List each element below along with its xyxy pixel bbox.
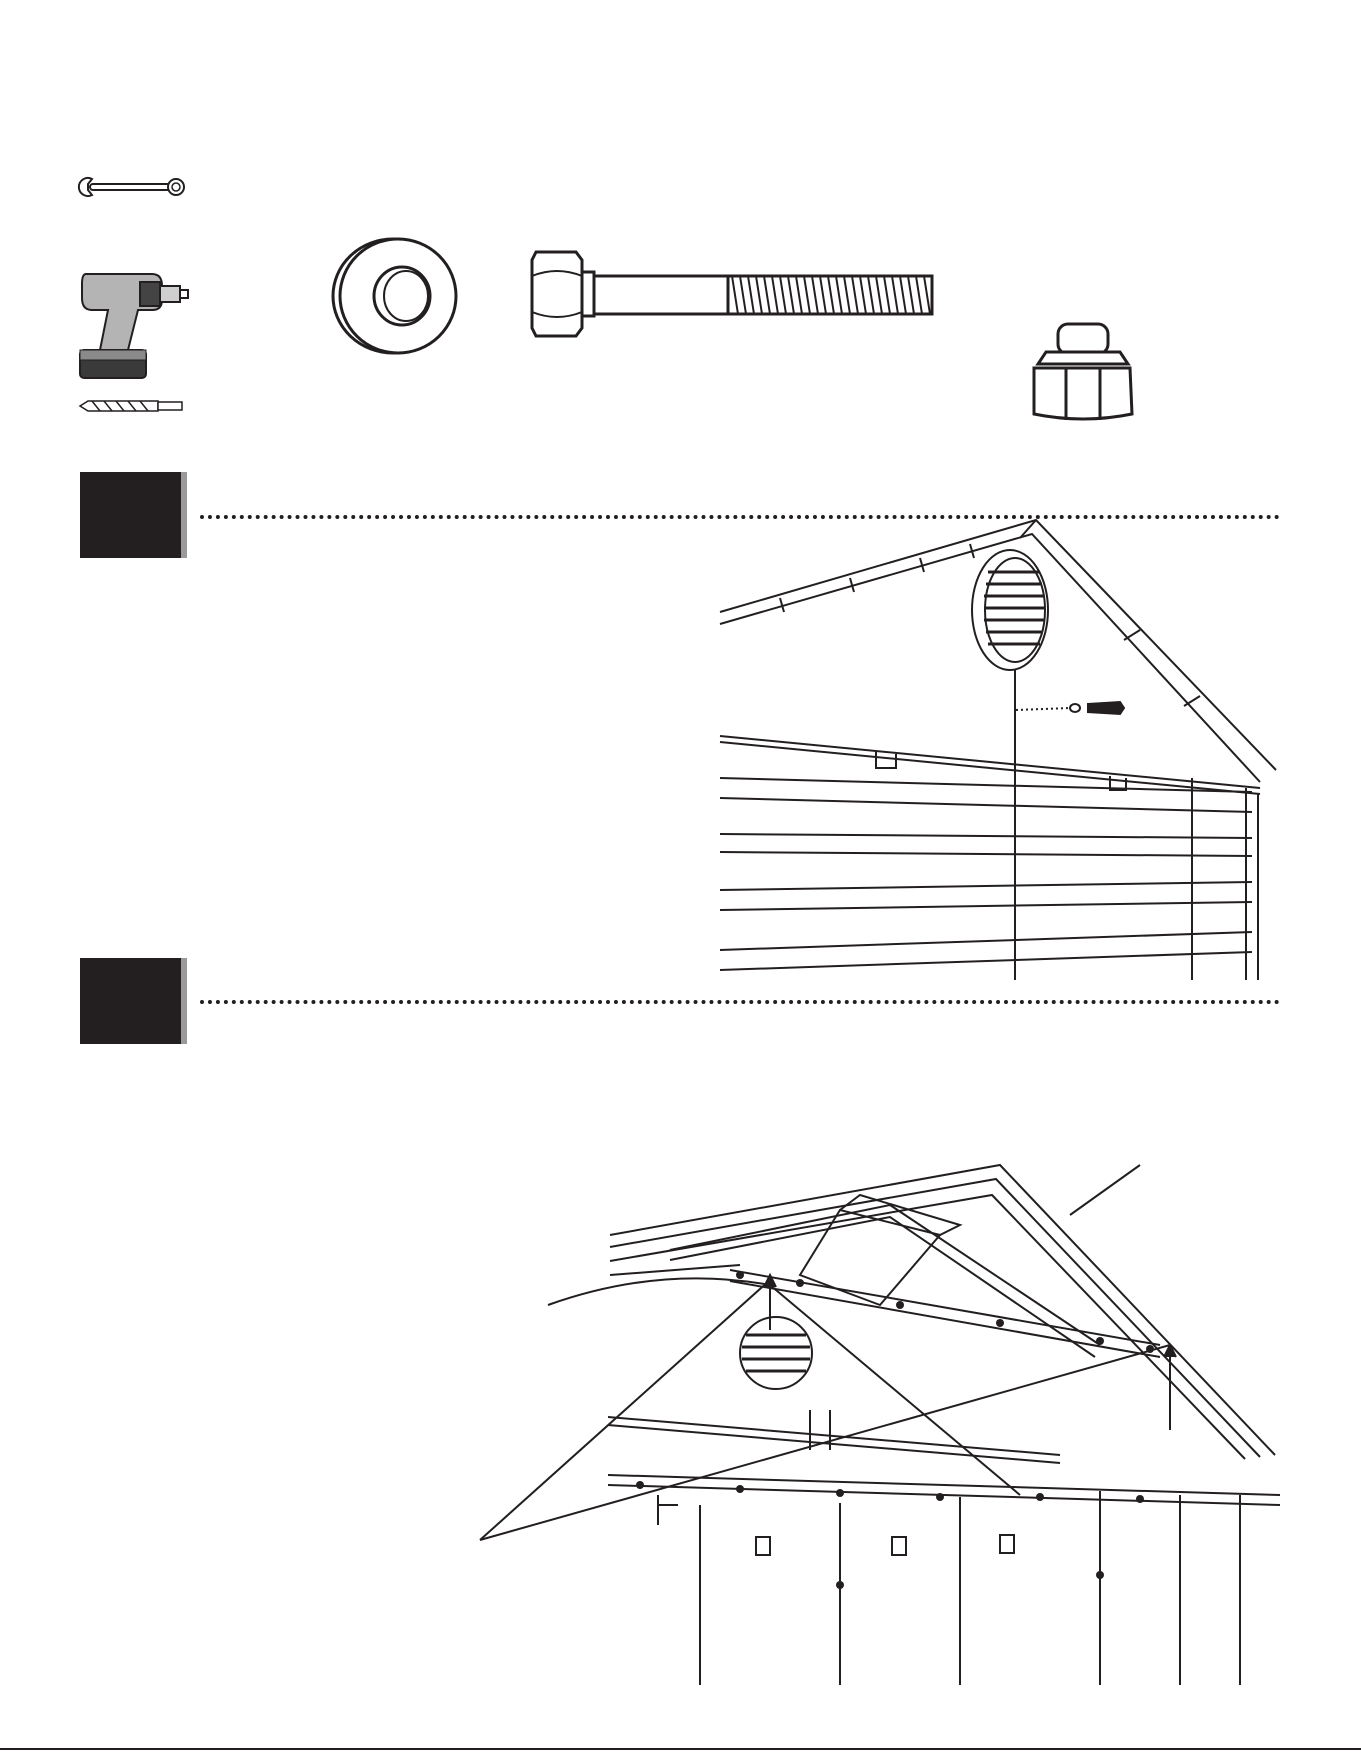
nut-icon — [1030, 322, 1136, 424]
drill-bit-icon — [78, 400, 184, 412]
step-1-badge — [80, 472, 181, 558]
page-bottom-rule — [0, 1748, 1361, 1750]
step-2-divider — [200, 1000, 1280, 1004]
washer-icon — [330, 236, 460, 356]
gable-vent-illustration — [720, 520, 1280, 980]
bolt-icon — [530, 246, 940, 342]
wrench-icon — [78, 176, 188, 198]
step-1-divider — [200, 515, 1280, 519]
drill-icon — [78, 268, 190, 380]
step-2-badge — [80, 958, 181, 1044]
roof-truss-illustration — [540, 1165, 1280, 1685]
